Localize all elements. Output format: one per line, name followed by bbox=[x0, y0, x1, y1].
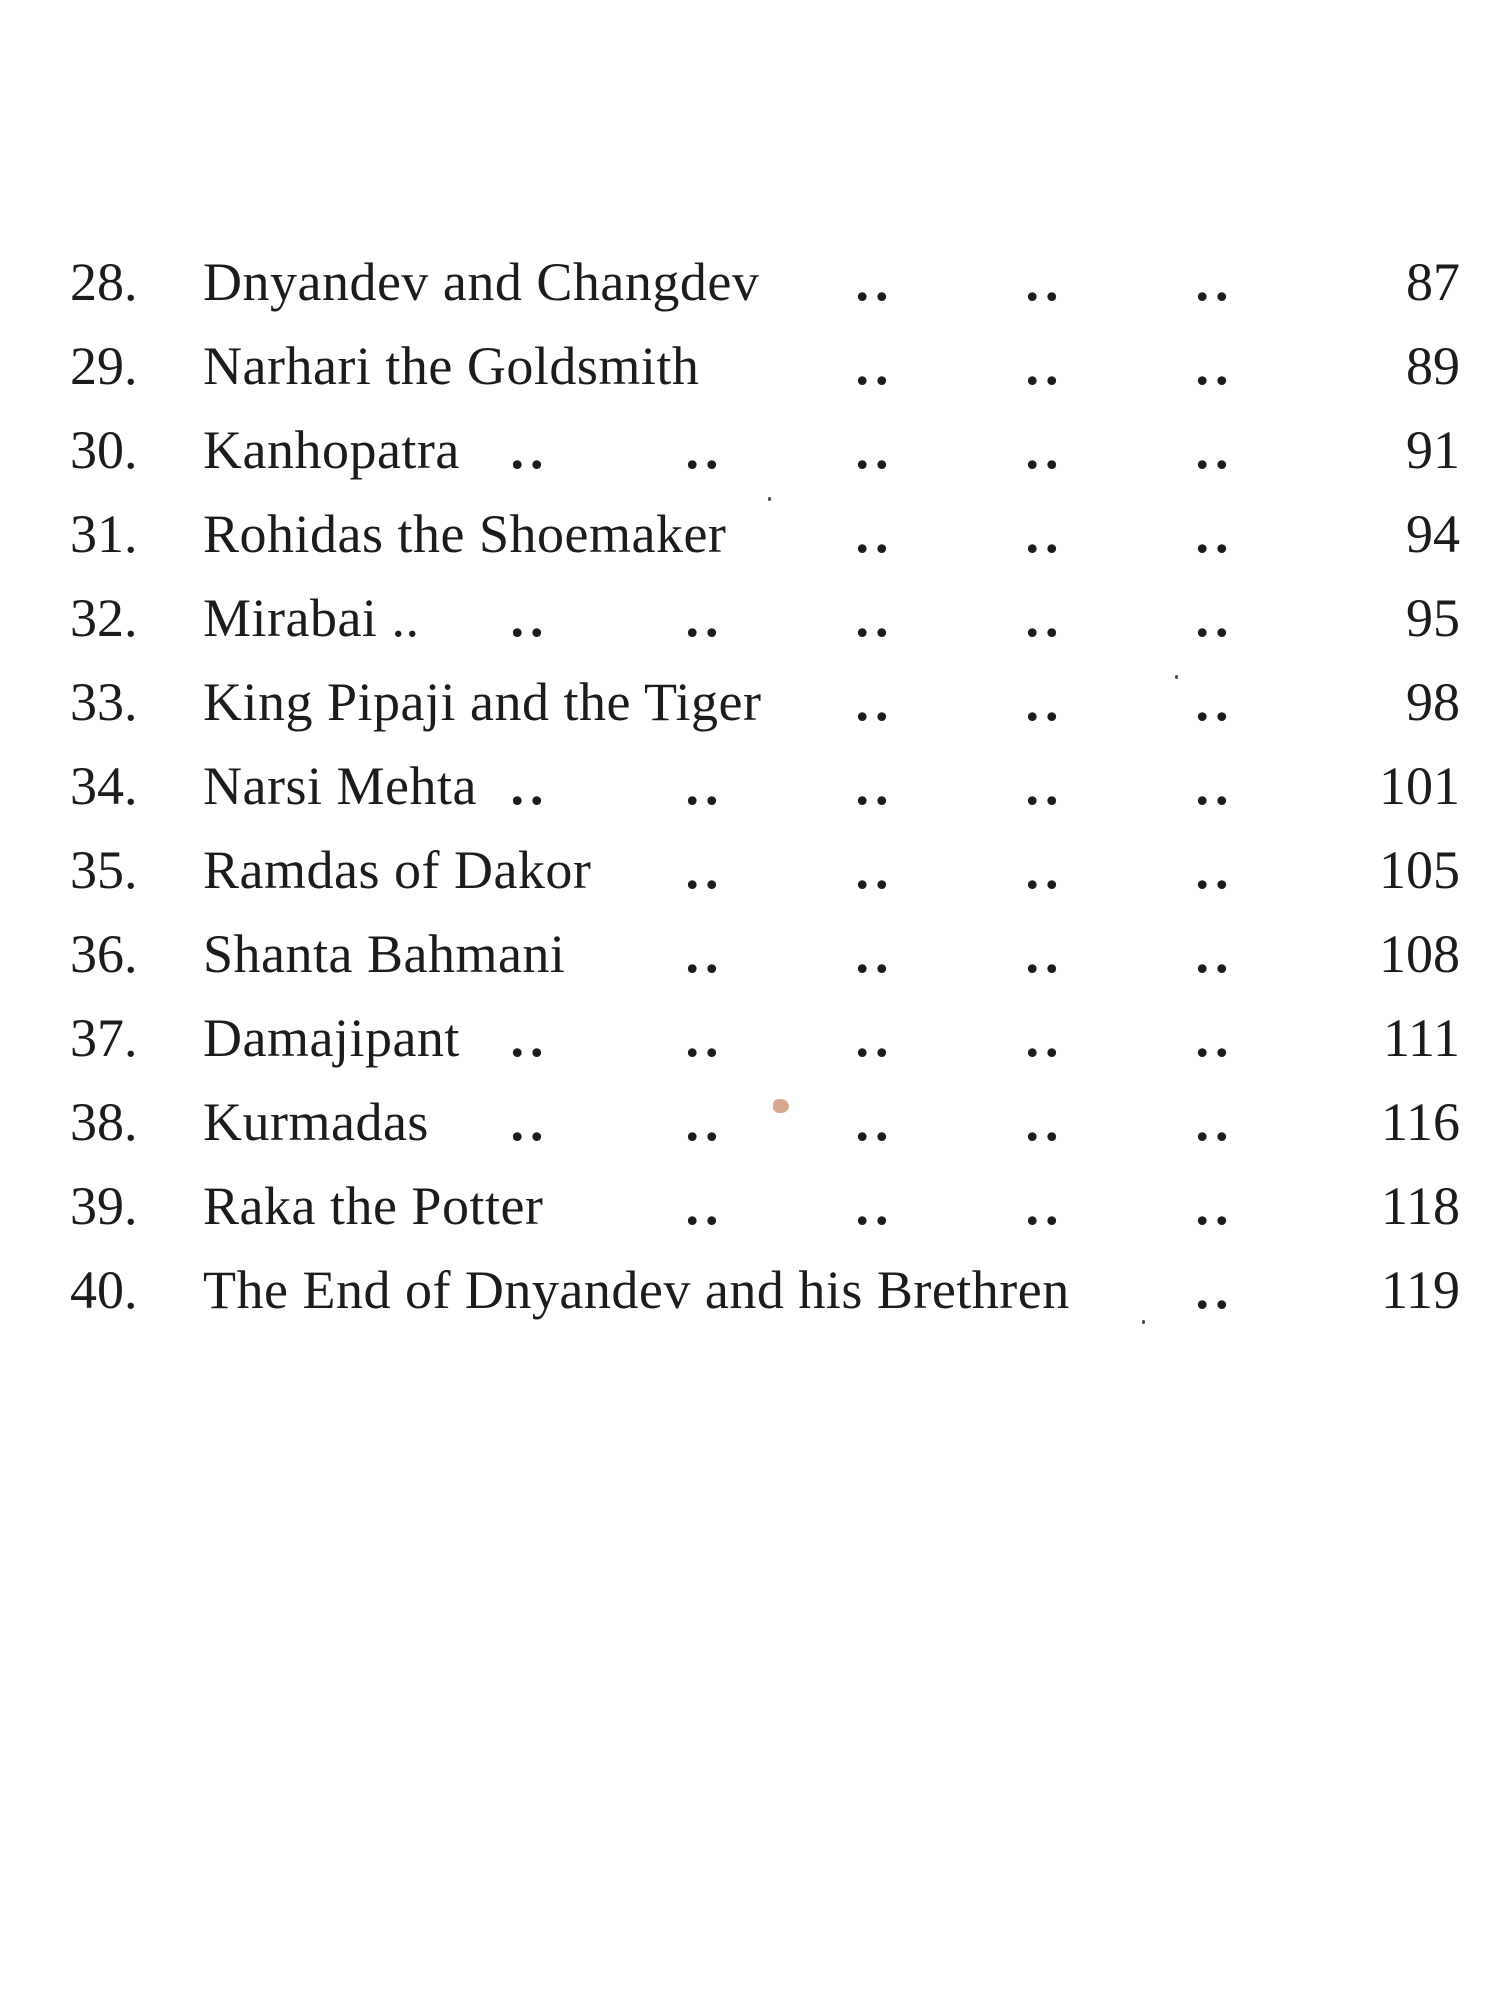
toc-leader-dots: .. bbox=[510, 1092, 550, 1152]
toc-leader-dots: .. bbox=[855, 252, 895, 312]
toc-leader-dots: .. bbox=[1025, 924, 1065, 984]
toc-leader-dots: .. bbox=[1025, 1176, 1065, 1236]
toc-entry-number: 38. bbox=[70, 1092, 138, 1152]
toc-entry-title: Kanhopatra bbox=[203, 420, 460, 480]
toc-entry-number: 34. bbox=[70, 756, 138, 816]
toc-leader-dots: .. bbox=[1195, 756, 1235, 816]
toc-leader-dots: .. bbox=[855, 924, 895, 984]
toc-entry bbox=[70, 996, 1460, 1080]
paper-speck bbox=[1142, 1320, 1145, 1324]
toc-leader-dots: .. bbox=[685, 1176, 725, 1236]
toc-entry-number: 29. bbox=[70, 336, 138, 396]
toc-entry-number: 31. bbox=[70, 504, 138, 564]
toc-entry-number: 36. bbox=[70, 924, 138, 984]
toc-leader-dots: .. bbox=[1025, 252, 1065, 312]
toc-entry-page: 94 bbox=[1406, 504, 1460, 564]
toc-entry bbox=[70, 324, 1460, 408]
toc-entry-page: 95 bbox=[1406, 588, 1460, 648]
toc-leader-dots: .. bbox=[855, 336, 895, 396]
toc-leader-dots: .. bbox=[685, 1092, 725, 1152]
toc-leader-dots: .. bbox=[855, 504, 895, 564]
toc-entry-number: 39. bbox=[70, 1176, 138, 1236]
toc-leader-dots: .. bbox=[855, 840, 895, 900]
toc-leader-dots: .. bbox=[1025, 420, 1065, 480]
paper-stain bbox=[773, 1099, 789, 1113]
toc-leader-dots: .. bbox=[510, 420, 550, 480]
toc-leader-dots: .. bbox=[685, 840, 725, 900]
toc-leader-dots: .. bbox=[1025, 588, 1065, 648]
toc-leader-dots: .. bbox=[1195, 1176, 1235, 1236]
toc-entry bbox=[70, 408, 1460, 492]
toc-entry-page: 89 bbox=[1406, 336, 1460, 396]
toc-leader-dots: .. bbox=[685, 420, 725, 480]
toc-entry-title: Mirabai .. bbox=[203, 588, 420, 648]
toc-leader-dots: .. bbox=[1195, 1260, 1235, 1320]
toc-entry-number: 33. bbox=[70, 672, 138, 732]
toc-leader-dots: .. bbox=[1195, 420, 1235, 480]
table-of-contents bbox=[70, 240, 1460, 1332]
toc-entry bbox=[70, 240, 1460, 324]
toc-leader-dots: .. bbox=[685, 588, 725, 648]
toc-entry bbox=[70, 492, 1460, 576]
toc-leader-dots: .. bbox=[1195, 1092, 1235, 1152]
toc-leader-dots: .. bbox=[1025, 840, 1065, 900]
toc-leader-dots: .. bbox=[510, 588, 550, 648]
toc-entry bbox=[70, 1164, 1460, 1248]
toc-leader-dots: .. bbox=[1195, 672, 1235, 732]
paper-speck bbox=[768, 497, 771, 501]
toc-entry-page: 111 bbox=[1383, 1008, 1460, 1068]
toc-leader-dots: .. bbox=[855, 1008, 895, 1068]
toc-entry-title: Damajipant bbox=[203, 1008, 460, 1068]
toc-leader-dots: .. bbox=[1025, 1008, 1065, 1068]
toc-entry-title: Raka the Potter bbox=[203, 1176, 544, 1236]
toc-entry bbox=[70, 1080, 1460, 1164]
toc-leader-dots: .. bbox=[855, 1176, 895, 1236]
toc-entry-page: 91 bbox=[1406, 420, 1460, 480]
toc-leader-dots: .. bbox=[855, 420, 895, 480]
paper-speck bbox=[1175, 675, 1178, 679]
toc-leader-dots: .. bbox=[1025, 1092, 1065, 1152]
toc-entry-page: 105 bbox=[1379, 840, 1460, 900]
toc-entry-title: Kurmadas bbox=[203, 1092, 429, 1152]
toc-entry-page: 108 bbox=[1379, 924, 1460, 984]
toc-leader-dots: .. bbox=[510, 756, 550, 816]
toc-leader-dots: .. bbox=[685, 1008, 725, 1068]
toc-entry-page: 119 bbox=[1381, 1260, 1460, 1320]
toc-entry-title: Shanta Bahmani bbox=[203, 924, 566, 984]
toc-leader-dots: .. bbox=[1195, 588, 1235, 648]
toc-leader-dots: .. bbox=[1195, 252, 1235, 312]
toc-entry-number: 30. bbox=[70, 420, 138, 480]
toc-leader-dots: .. bbox=[1025, 672, 1065, 732]
toc-leader-dots: .. bbox=[855, 1092, 895, 1152]
toc-leader-dots: .. bbox=[685, 924, 725, 984]
toc-entry-title: Dnyandev and Changdev bbox=[203, 252, 760, 312]
toc-entry-page: 87 bbox=[1406, 252, 1460, 312]
toc-entry-title: Narsi Mehta bbox=[203, 756, 477, 816]
toc-entry-title: The End of Dnyandev and his Brethren bbox=[203, 1260, 1070, 1320]
toc-entry bbox=[70, 660, 1460, 744]
toc-leader-dots: .. bbox=[685, 756, 725, 816]
toc-leader-dots: .. bbox=[855, 588, 895, 648]
toc-leader-dots: .. bbox=[1195, 840, 1235, 900]
toc-leader-dots: .. bbox=[1195, 504, 1235, 564]
toc-leader-dots: .. bbox=[1195, 336, 1235, 396]
toc-leader-dots: .. bbox=[1195, 924, 1235, 984]
toc-leader-dots: .. bbox=[1025, 336, 1065, 396]
toc-entry bbox=[70, 828, 1460, 912]
toc-entry bbox=[70, 1248, 1460, 1332]
toc-leader-dots: .. bbox=[1025, 756, 1065, 816]
toc-entry-title: Ramdas of Dakor bbox=[203, 840, 592, 900]
toc-entry-number: 28. bbox=[70, 252, 138, 312]
toc-entry-number: 35. bbox=[70, 840, 138, 900]
toc-leader-dots: .. bbox=[510, 1008, 550, 1068]
toc-entry-title: King Pipaji and the Tiger bbox=[203, 672, 762, 732]
toc-entry-number: 40. bbox=[70, 1260, 138, 1320]
toc-entry bbox=[70, 744, 1460, 828]
toc-entry-title: Rohidas the Shoemaker bbox=[203, 504, 727, 564]
toc-entry-title: Narhari the Goldsmith bbox=[203, 336, 700, 396]
toc-entry-page: 116 bbox=[1381, 1092, 1460, 1152]
toc-entry-page: 101 bbox=[1379, 756, 1460, 816]
toc-leader-dots: .. bbox=[1025, 504, 1065, 564]
toc-entry bbox=[70, 576, 1460, 660]
toc-leader-dots: .. bbox=[855, 672, 895, 732]
toc-entry-number: 37. bbox=[70, 1008, 138, 1068]
toc-entry-page: 98 bbox=[1406, 672, 1460, 732]
toc-leader-dots: .. bbox=[855, 756, 895, 816]
toc-entry-number: 32. bbox=[70, 588, 138, 648]
toc-entry bbox=[70, 912, 1460, 996]
toc-leader-dots: .. bbox=[1195, 1008, 1235, 1068]
toc-entry-page: 118 bbox=[1381, 1176, 1460, 1236]
